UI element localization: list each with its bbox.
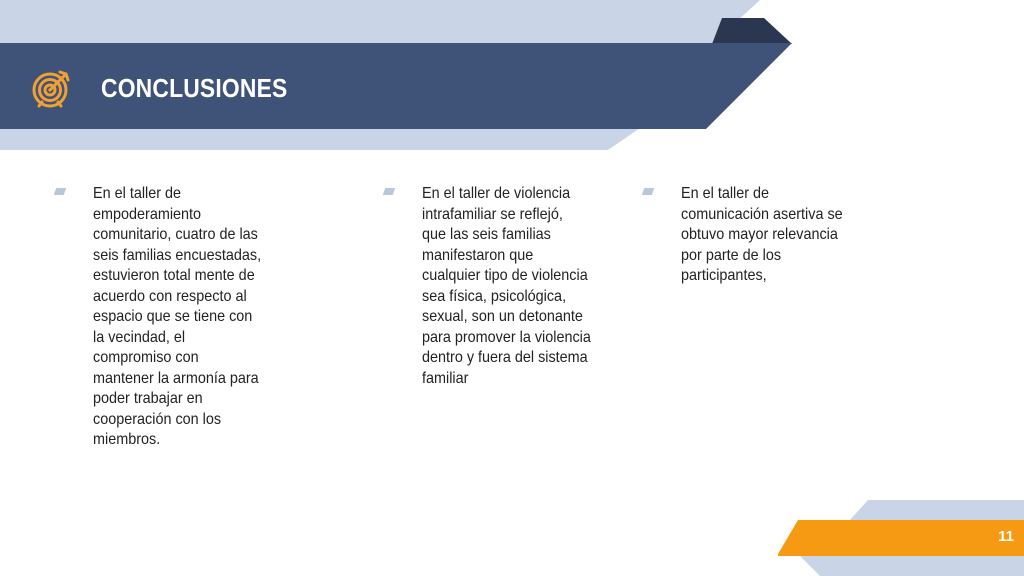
slide-title: CONCLUSIONES (101, 73, 288, 103)
footer-band-light-top (848, 500, 1024, 522)
bullet-text: En el taller de violencia intrafamiliar se reflejó, que las seis familias manifestaron que cualquier tipo de violencia sea física, psicológica, sexual, son un detonante para promover la violencia dentro y fuera del sistema familiar (422, 185, 591, 387)
bullet-marker (642, 188, 655, 195)
header-band-light-top (0, 0, 760, 44)
bullet-text: En el taller de empoderamiento comunitario, cuatro de las seis familias encuestadas, estuvieron total mente de acuerdo con respecto al espacio que se tiene con la vecindad, el compromiso con mantener la armonía para poder trabajar en cooperación con los miembros. (93, 185, 262, 448)
bullet-marker (383, 188, 396, 195)
target-icon (30, 66, 74, 110)
header-band-light-bottom (0, 128, 640, 150)
footer-band-light-bottom (800, 556, 1024, 576)
header-band-dark-tip (712, 18, 792, 44)
bullet-marker (54, 188, 67, 195)
bullet-text: En el taller de comunicación asertiva se obtuvo mayor relevancia por parte de los participantes, (681, 185, 843, 284)
page-number: 11 (998, 528, 1014, 545)
